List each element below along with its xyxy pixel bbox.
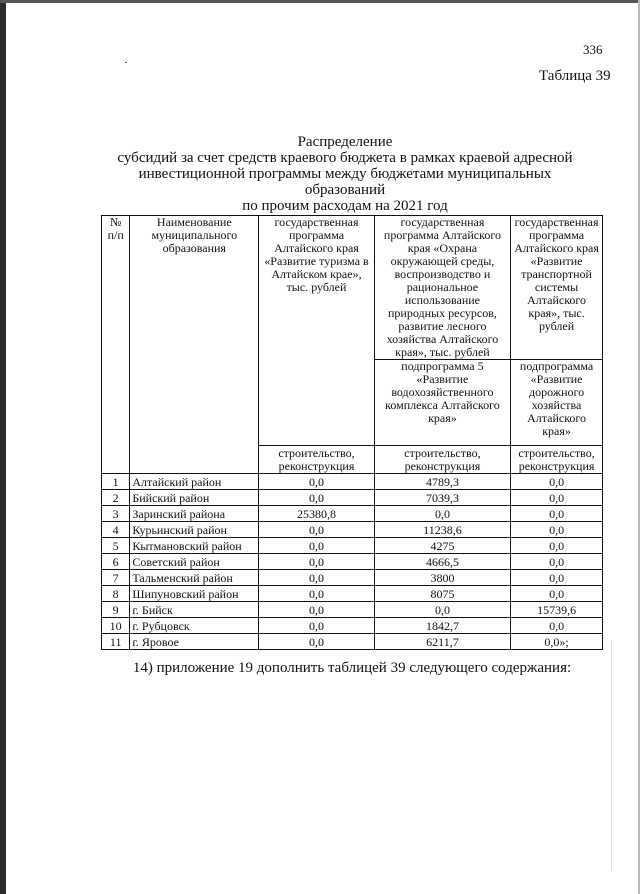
row-number: 6 <box>102 554 130 570</box>
row-roads-value: 0,0 <box>511 490 603 506</box>
row-water-value: 8075 <box>374 586 510 602</box>
header-subprogram-roads: подпрограмма «Развитие дорожного хозяйства Алтайского края» <box>511 360 603 446</box>
row-tourism-value: 25380,8 <box>259 506 375 522</box>
table-row <box>102 586 603 602</box>
title-line-2: субсидий за счет средств краевого бюджета в рамках краевой адресной <box>117 150 573 166</box>
header-subprogram-water: подпрограмма 5 «Развитие водохозяйственного комплекса Алтайского края» <box>374 360 510 446</box>
row-water-value: 0,0 <box>374 602 510 618</box>
row-water-value: 3800 <box>374 570 510 586</box>
row-number: 8 <box>102 586 130 602</box>
table-row <box>102 522 603 538</box>
row-roads-value: 0,0 <box>511 554 603 570</box>
row-municipality: г. Бийск <box>130 602 259 618</box>
row-tourism-value: 0,0 <box>259 634 375 650</box>
row-tourism-value: 0,0 <box>259 490 375 506</box>
table-row <box>102 538 603 554</box>
table-row <box>102 490 603 506</box>
row-roads-value: 0,0 <box>511 506 603 522</box>
table-row <box>102 570 603 586</box>
row-tourism-value: 0,0 <box>259 474 375 490</box>
row-roads-value: 0,0 <box>511 618 603 634</box>
row-tourism-value: 0,0 <box>259 618 375 634</box>
row-municipality: Тальменский район <box>130 570 259 586</box>
row-number: 4 <box>102 522 130 538</box>
row-roads-value: 0,0 <box>511 538 603 554</box>
scan-speck <box>125 62 127 63</box>
row-number: 2 <box>102 490 130 506</box>
header-program-transport: государственная программа Алтайского края «Развитие транспортной системы Алтайского края», тыс. рублей <box>511 216 603 360</box>
row-water-value: 4789,3 <box>374 474 510 490</box>
row-tourism-value: 0,0 <box>259 602 375 618</box>
row-number: 9 <box>102 602 130 618</box>
header-kind-1: строительство, реконструкция <box>259 446 375 474</box>
row-water-value: 6211,7 <box>374 634 510 650</box>
row-roads-value: 0,0 <box>511 474 603 490</box>
header-program-tourism: государственная программа Алтайского края «Развитие туризма в Алтайском крае», тыс. рублей <box>259 216 375 446</box>
table-row <box>102 618 603 634</box>
header-kind-3: строительство, реконструкция <box>511 446 603 474</box>
row-municipality: Советский район <box>130 554 259 570</box>
scan-margin-line <box>611 640 612 870</box>
row-roads-value: 0,0»; <box>511 634 603 650</box>
row-water-value: 1842,7 <box>374 618 510 634</box>
row-number: 11 <box>102 634 130 650</box>
row-tourism-value: 0,0 <box>259 538 375 554</box>
row-roads-value: 15739,6 <box>511 602 603 618</box>
row-roads-value: 0,0 <box>511 586 603 602</box>
row-municipality: Курьинский район <box>130 522 259 538</box>
table-row <box>102 602 603 618</box>
table-row <box>102 554 603 570</box>
row-water-value: 7039,3 <box>374 490 510 506</box>
header-number: № п/п <box>102 216 130 474</box>
row-tourism-value: 0,0 <box>259 570 375 586</box>
row-number: 7 <box>102 570 130 586</box>
scan-left-edge <box>0 0 6 894</box>
document-title <box>100 134 590 214</box>
header-program-environment: государственная программа Алтайского края «Охрана окружающей среды, воспроизводство и рациональное использование природных ресурсов, развитие лесного хозяйства Алтайского края», тыс. рублей <box>374 216 510 360</box>
scan-top-edge <box>0 0 640 3</box>
row-municipality: г. Яровое <box>130 634 259 650</box>
row-water-value: 4666,5 <box>374 554 510 570</box>
row-tourism-value: 0,0 <box>259 522 375 538</box>
table-row <box>102 634 603 650</box>
row-municipality: Алтайский район <box>130 474 259 490</box>
row-municipality: Заринский района <box>130 506 259 522</box>
row-number: 5 <box>102 538 130 554</box>
row-number: 1 <box>102 474 130 490</box>
row-water-value: 4275 <box>374 538 510 554</box>
row-water-value: 11238,6 <box>374 522 510 538</box>
title-line-3: инвестиционной программы между бюджетами муниципальных образований <box>138 166 552 198</box>
row-tourism-value: 0,0 <box>259 554 375 570</box>
table-row <box>102 474 603 490</box>
table-label: Таблица 39 <box>539 68 611 84</box>
row-water-value: 0,0 <box>374 506 510 522</box>
row-roads-value: 0,0 <box>511 522 603 538</box>
row-municipality: Шипуновский район <box>130 586 259 602</box>
table-row <box>102 506 603 522</box>
row-municipality: г. Рубцовск <box>130 618 259 634</box>
header-municipality: Наименование муниципального образования <box>130 216 259 474</box>
row-municipality: Кытмановский район <box>130 538 259 554</box>
title-line-4: по прочим расходам на 2021 год <box>242 198 448 214</box>
page-number: 336 <box>583 42 603 57</box>
distribution-table <box>101 215 603 650</box>
footer-text: 14) приложение 19 дополнить таблицей 39 следующего содержания: <box>132 660 572 676</box>
row-tourism-value: 0,0 <box>259 586 375 602</box>
title-line-1: Распределение <box>297 134 393 150</box>
row-number: 10 <box>102 618 130 634</box>
header-kind-2: строительство, реконструкция <box>374 446 510 474</box>
table-body <box>102 474 603 650</box>
row-number: 3 <box>102 506 130 522</box>
row-roads-value: 0,0 <box>511 570 603 586</box>
row-municipality: Бийский район <box>130 490 259 506</box>
